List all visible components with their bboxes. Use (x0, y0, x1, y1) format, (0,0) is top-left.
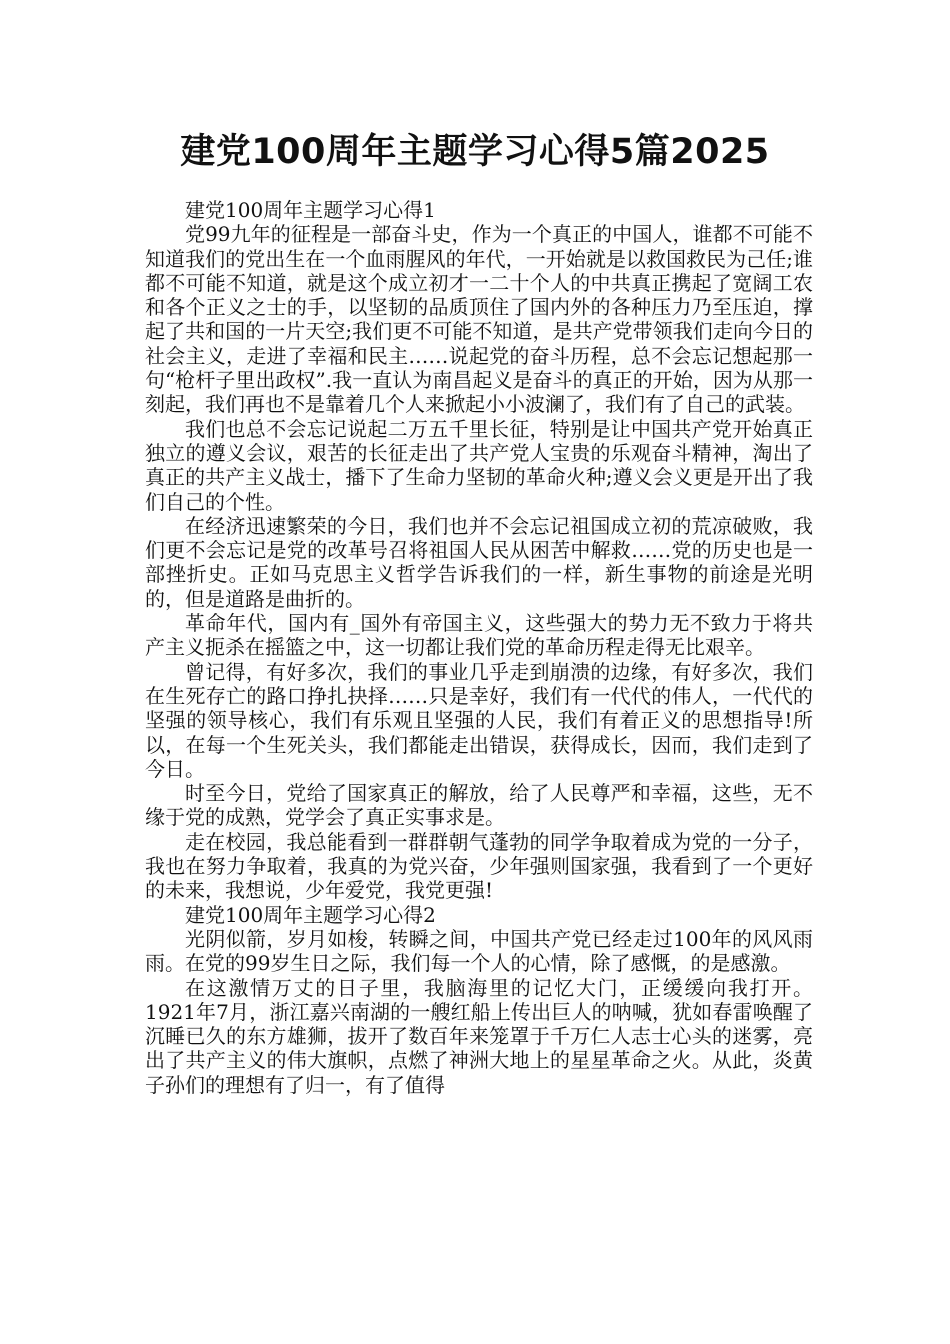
section-heading-2: 建党100周年主题学习心得2 (185, 902, 436, 927)
section-heading-1: 建党100周年主题学习心得1 (185, 198, 436, 222)
paragraph: 我们也总不会忘记说起二万五千里长征，特别是让中国共产党开始真正独立的遵义会议，艰苦的长征走出了共产党人宝贵的乐观奋斗精神，淘出了真正的共产主义战士，播下了生命力坚韧的革命火种;遵义会义更是开出了我们自己的个性。 (145, 416, 813, 514)
paragraph: 在这激情万丈的日子里，我脑海里的记忆大门，正缓缓向我打开。1921年7月，浙江嘉兴南湖的一艘红船上传出巨人的呐喊，犹如春雷唤醒了沉睡已久的东方雄狮，拔开了数百年来笼罩于千万仁人志士心头的迷雾，亮出了共产主义的伟大旗帜，点燃了神洲大地上的星星革命之火。从此，炎黄子孙们的理想有了归一，有了值得 (145, 975, 813, 1097)
paragraph: 革命年代，国内有_国外有帝国主义，这些强大的势力无不致力于将共产主义扼杀在摇篮之中，这一切都让我们党的革命历程走得无比艰辛。 (145, 611, 813, 660)
document-title: 建党100周年主题学习心得5篇2025 (180, 132, 770, 172)
paragraph: 时至今日，党给了国家真正的解放，给了人民尊严和幸福，这些，无不缘于党的成熟，党学会了真正实事求是。 (145, 781, 813, 830)
paragraph: 光阴似箭，岁月如梭，转瞬之间，中国共产党已经走过100年的风风雨雨。在党的99岁生日之际，我们每一个人的心情，除了感慨，的是感激。 (145, 926, 813, 976)
paragraph: 曾记得，有好多次，我们的事业几乎走到崩溃的边缘，有好多次，我们在生死存亡的路口挣扎抉择……只是幸好，我们有一代代的伟人，一代代的坚强的领导核心，我们有乐观且坚强的人民，我们有着正义的思想指导!所以，在每一个生死关头，我们都能走出错误，获得成长，因而，我们走到了今日。 (145, 659, 813, 781)
paragraph: 走在校园，我总能看到一群群朝气蓬勃的同学争取着成为党的一分子，我也在努力争取着，我真的为党兴奋，少年强则国家强，我看到了一个更好的未来，我想说，少年爱党，我党更强! (145, 829, 813, 903)
paragraph: 在经济迅速繁荣的今日，我们也并不会忘记祖国成立初的荒凉破败，我们更不会忘记是党的改革号召将祖国人民从困苦中解救……党的历史也是一部挫折史。正如马克思主义哲学告诉我们的一样，新生事物的前途是光明的，但是道路是曲折的。 (145, 513, 813, 611)
paragraph: 党99九年的征程是一部奋斗史，作为一个真正的中国人，谁都不可能不知道我们的党出生在一个血雨腥风的年代，一开始就是以救国救民为己任;谁都不可能不知道，就是这个成立初才一二十个人的中共真正携起了宽阔工农和各个正义之士的手，以坚韧的品质顶住了国内外的各种压力乃至压迫，撑起了共和国的一片天空;我们更不可能不知道，是共产党带领我们走向今日的社会主义，走进了幸福和民主……说起党的奋斗历程，总不会忘记想起那一句“枪杆子里出政权”.我一直认为南昌起义是奋斗的真正的开始，因为从那一刻起，我们再也不是靠着几个人来掀起小小波澜了，我们有了自己的武装。 (145, 222, 813, 417)
document-body (145, 198, 813, 1097)
